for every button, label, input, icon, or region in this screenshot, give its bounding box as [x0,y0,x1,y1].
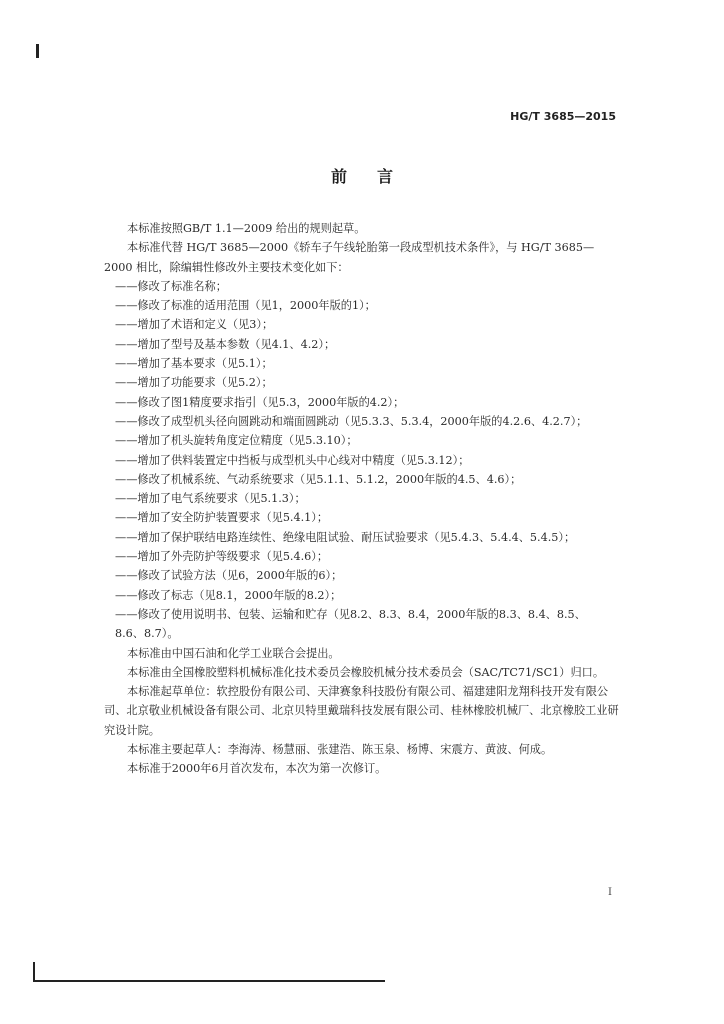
paragraph-replacement: 本标准代替 HG/T 3685—2000《轿车子午线轮胎第一段成型机技术条件》，与 HG/T 3685—2000 相比，除编辑性修改外主要技术变化如下： [104,241,595,274]
change-item: ——增加了术语和定义（见3）； [115,318,274,332]
paragraph-proposer: 本标准由中国石油和化学工业联合会提出。 [127,646,340,660]
change-item: ——增加了功能要求（见5.2）； [115,376,273,390]
change-item: ——修改了标准名称； [115,279,227,293]
change-item-last-continuation: 8.6、8.7）。 [115,627,179,641]
paragraph-drafting-rules: 本标准按照GB/T 1.1—2009 给出的规则起草。 [127,222,366,235]
change-item: ——增加了基本要求（见5.1）； [115,357,273,371]
change-item: ——增加了安全防护装置要求（见5.4.1）； [115,511,329,525]
change-item: ——修改了图1精度要求指引（见5.3，2000年版的4.2）； [115,395,405,409]
scan-edge-horizontal [33,980,385,982]
document-body [104,219,620,779]
change-item: ——修改了机械系统、气动系统要求（见5.1.1、5.1.2，2000年版的4.5、4.6）； [115,472,522,486]
change-item: ——修改了成型机头径向圆跳动和端面圆跳动（见5.3.3、5.3.4，2000年版的4.2.6、4.2.7）； [115,414,588,428]
scan-edge-vertical [33,962,35,982]
change-item: ——增加了供料装置定中挡板与成型机头中心线对中精度（见5.3.12）； [115,453,470,467]
change-item: ——修改了标准的适用范围（见1，2000年版的1）； [115,299,376,313]
paragraph-drafters: 本标准主要起草人：李海涛、杨慧丽、张建浩、陈玉泉、杨博、宋震方、黄波、何成。 [127,743,553,757]
scan-mark [36,44,39,58]
change-item: ——修改了标志（见8.1，2000年版的8.2）； [115,588,342,602]
change-item: ——增加了型号及基本参数（见4.1、4.2）； [115,337,336,351]
paragraph-committee: 本标准由全国橡胶塑料机械标准化技术委员会橡胶机械分技术委员会（SAC/TC71/SC1）归口。 [127,665,605,679]
change-item-last: ——修改了使用说明书、包装、运输和贮存（见8.2、8.3、8.4，2000年版的8.3、8.4、8.5、 [115,607,586,621]
change-item: ——增加了机头旋转角度定位精度（见5.3.10）； [115,434,358,448]
change-item: ——增加了外壳防护等级要求（见5.4.6）； [115,550,329,564]
change-item: ——修改了试验方法（见6，2000年版的6）； [115,569,343,583]
paragraph-history: 本标准于2000年6月首次发布，本次为第一次修订。 [127,762,387,776]
change-item: ——增加了电气系统要求（见5.1.3）； [115,492,306,506]
paragraph-drafting-units: 本标准起草单位：软控股份有限公司、天津赛象科技股份有限公司、福建建阳龙翔科技开发有限公司、北京敬业机械设备有限公司、北京贝特里戴瑞科技发展有限公司、桂林橡胶机械厂、北京橡胶工业研究设计院。 [104,685,619,737]
standard-code: HG/T 3685—2015 [510,110,616,123]
page-number: I [608,887,612,898]
change-item: ——增加了保护联结电路连续性、绝缘电阻试验、耐压试验要求（见5.4.3、5.4.4、5.4.5）； [115,530,576,544]
page-title: 前言 [330,167,423,186]
